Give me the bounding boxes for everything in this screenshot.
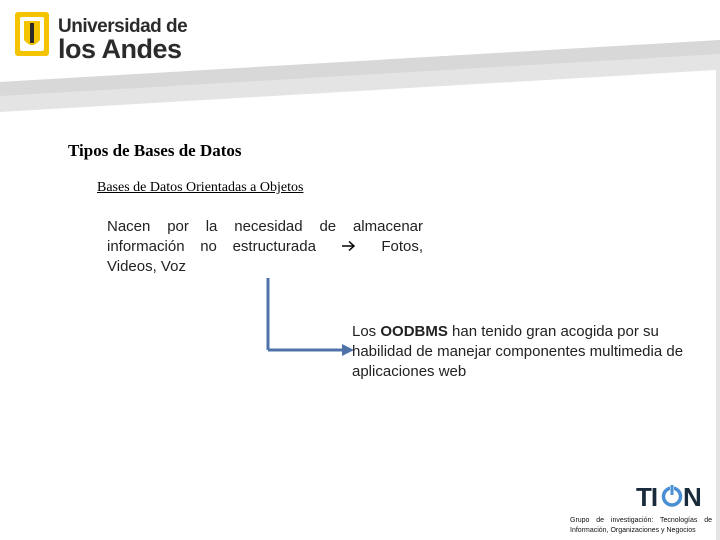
shield-icon xyxy=(14,10,50,58)
logo-line-1: Universidad de xyxy=(58,16,188,37)
tion-logo-text: TI xyxy=(636,482,658,510)
arrow-right-icon xyxy=(336,240,362,252)
paragraph-oodbms-suffix: han tenido gran acogida por su habilidad de manejar componentes multimedia de aplicaciones web xyxy=(352,323,684,380)
slide-subtitle: Bases de Datos Orientadas a Objetos xyxy=(97,180,304,195)
research-group-caption: Grupo de investigación: Tecnologías de Información, Organizaciones y Negocios xyxy=(570,517,712,534)
oodbms-term: OODBMS xyxy=(380,323,448,340)
elbow-arrow-icon xyxy=(260,276,356,356)
paragraph-oodbms xyxy=(352,322,692,382)
paragraph-origin-suffix: Fotos, Videos, Voz xyxy=(107,238,424,275)
paragraph-origin-prefix: Nacen por la necesidad de almacenar información no estructurada xyxy=(107,218,423,255)
paragraph-origin xyxy=(107,217,423,277)
paragraph-oodbms-prefix: Los xyxy=(352,323,377,340)
svg-text:N: N xyxy=(683,482,702,510)
tion-logo xyxy=(636,482,702,510)
slide-title: Tipos de Bases de Datos xyxy=(68,141,242,160)
university-logo xyxy=(14,10,188,64)
logo-line-2: los Andes xyxy=(58,34,182,64)
